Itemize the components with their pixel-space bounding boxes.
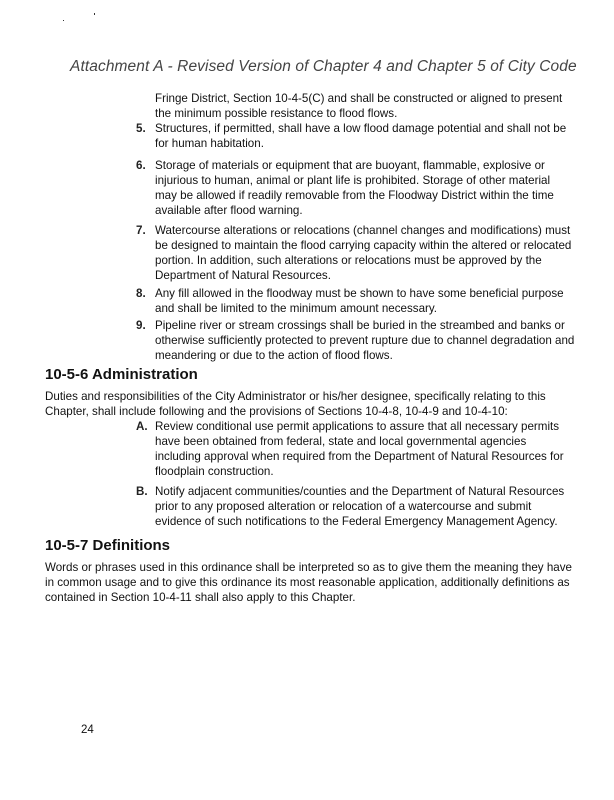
administration-intro: Duties and responsibilities of the City Administrator or his/her designee, specifically relating to this Chapter, shall include following and the provisions of Sections 10-4-8, 10-4-9 and 10-4-10: [45, 390, 546, 418]
scan-speck [94, 13, 95, 15]
list-item [136, 419, 576, 479]
list-item-text: Any fill allowed in the floodway must be shown to have some beneficial purpose and shall be limited to the minimum amount necessary. [155, 287, 564, 315]
section-heading-administration: 10-5-6 Administration [45, 366, 198, 383]
list-item-text: Structures, if permitted, shall have a low flood damage potential and shall not be for human habitation. [155, 122, 567, 150]
list-item [136, 484, 576, 529]
list-item [136, 318, 576, 363]
page-number: 24 [81, 724, 94, 736]
section-heading-definitions: 10-5-7 Definitions [45, 537, 171, 554]
continuation-text: Fringe District, Section 10-4-5(C) and shall be constructed or aligned to present the minimum possible resistance to flood flows. [155, 92, 563, 120]
list-item [136, 286, 576, 316]
list-item-number: 9. [136, 319, 146, 332]
page-header: Attachment A - Revised Version of Chapter 4 and Chapter 5 of City Code [70, 58, 577, 75]
list-item-text: Review conditional use permit applications to assure that all necessary permits have been obtained from federal, state and local governmental agencies including approval when required from the Department of Natural Resources for floodplain construction. [155, 420, 564, 478]
list-item-text: Watercourse alterations or relocations (channel changes and modifications) must be designed to maintain the flood carrying capacity within the altered or relocated portion. In addition, such alterations or relocations must be approved by the Department of Natural Resources. [155, 224, 572, 282]
list-item-number: 7. [136, 224, 146, 237]
definitions-text: Words or phrases used in this ordinance shall be interpreted so as to give them the meaning they have in common usage and to give this ordinance its most reasonable application, additionally definitions as contained in Section 10-4-11 shall also apply to this Chapter. [45, 561, 572, 604]
list-item-number: 6. [136, 159, 146, 172]
list-item-number: 8. [136, 287, 146, 300]
list-item-letter: A. [136, 420, 148, 433]
list-item-number: 5. [136, 122, 146, 135]
list-item-text: Storage of materials or equipment that are buoyant, flammable, explosive or injurious to human, animal or plant life is prohibited. Storage of other material may be allowed if readily removable from the Floodway District within the time available after flood warning. [155, 159, 554, 217]
list-item [136, 121, 576, 151]
scan-speck [63, 20, 64, 21]
list-item-text: Notify adjacent communities/counties and the Department of Natural Resources prior to any proposed alteration or relocation of a watercourse and submit evidence of such notifications to the Federal Emergency Management Agency. [155, 485, 565, 528]
list-item-letter: B. [136, 485, 148, 498]
list-item [136, 158, 576, 218]
list-item-text: Pipeline river or stream crossings shall be buried in the streambed and banks or otherwise sufficiently protected to prevent rupture due to channel degradation and meandering or due to the action of flood flows. [155, 319, 575, 362]
list-item [136, 223, 576, 283]
